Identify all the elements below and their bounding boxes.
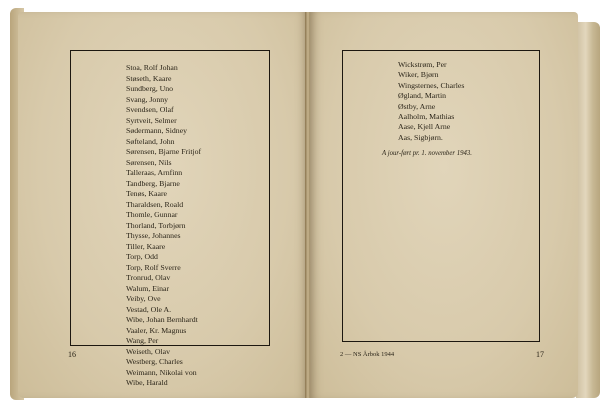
- left-name-list: [126, 63, 201, 389]
- name-entry: Vaaler, Kr. Magnus: [126, 325, 187, 335]
- name-entry: Weiseth, Olav: [126, 346, 170, 356]
- name-entry: Torp, Odd: [126, 252, 158, 261]
- right-page-number: 17: [536, 350, 544, 359]
- name-entry: Thysse, Johannes: [126, 231, 181, 240]
- name-entry: Støseth, Kaare: [126, 73, 172, 83]
- page-footer: 2 — NS Årbok 1944: [340, 351, 395, 358]
- name-entry: Walum, Einar: [126, 283, 170, 293]
- name-entry: Sørensen, Bjarne Fritjof: [126, 147, 202, 156]
- name-entry: Sørensen, Nils: [126, 157, 172, 167]
- name-entry: Tiller, Kaare: [126, 241, 166, 251]
- right-page: [310, 12, 578, 398]
- name-entry: Wiker, Bjørn: [398, 70, 439, 80]
- name-entry: Øgland, Martin: [398, 91, 447, 101]
- name-entry: Svang, Jonny: [126, 94, 169, 104]
- page-stack-edge: [576, 22, 600, 398]
- name-entry: Tronrud, Olav: [126, 273, 171, 282]
- name-entry: Svendsen, Olaf: [126, 105, 174, 114]
- name-entry: Thorland, Torbjørn: [126, 220, 186, 230]
- left-page-number: 16: [68, 350, 76, 359]
- name-entry: Wibe, Johan Bernhardt: [126, 315, 198, 324]
- right-name-list: [398, 60, 464, 143]
- name-entry: Torp, Rolf Sverre: [126, 262, 181, 272]
- name-entry: Thomle, Gunnar: [126, 210, 178, 219]
- name-entry: Østby, Arne: [398, 101, 436, 111]
- update-note: A jour-ført pr. 1. november 1943.: [382, 150, 472, 157]
- name-entry: Aas, Sigbjørn.: [398, 132, 443, 142]
- name-entry: Tandberg, Bjarne: [126, 178, 180, 188]
- name-entry: Tenøs, Kaare: [126, 189, 168, 198]
- name-entry: Tharaldsen, Roald: [126, 199, 184, 209]
- name-entry: Westberg, Charles: [126, 357, 183, 366]
- name-entry: Veiby, Ove: [126, 294, 161, 303]
- name-entry: Wickstrøm, Per: [398, 60, 447, 69]
- name-entry: Wibe, Harald: [126, 378, 168, 387]
- name-entry: Søfteland, John: [126, 136, 175, 146]
- name-entry: Aase, Kjell Arne: [398, 122, 451, 132]
- name-entry: Stoa, Rolf Johan: [126, 63, 178, 72]
- name-entry: Syrtveit, Selmer: [126, 115, 177, 125]
- name-entry: Wang, Per: [126, 336, 159, 345]
- name-entry: Talleraas, Arnfinn: [126, 168, 183, 177]
- left-page: [18, 12, 308, 398]
- name-entry: Aalholm, Mathias: [398, 112, 455, 122]
- name-entry: Sødermann, Sidney: [126, 126, 188, 135]
- name-entry: Wingsternes, Charles: [398, 80, 465, 90]
- name-entry: Weimann, Nikolai von: [126, 367, 197, 377]
- open-book: [10, 8, 596, 400]
- name-entry: Vestad, Ole A.: [126, 304, 172, 314]
- name-entry: Sundberg, Uno: [126, 84, 174, 93]
